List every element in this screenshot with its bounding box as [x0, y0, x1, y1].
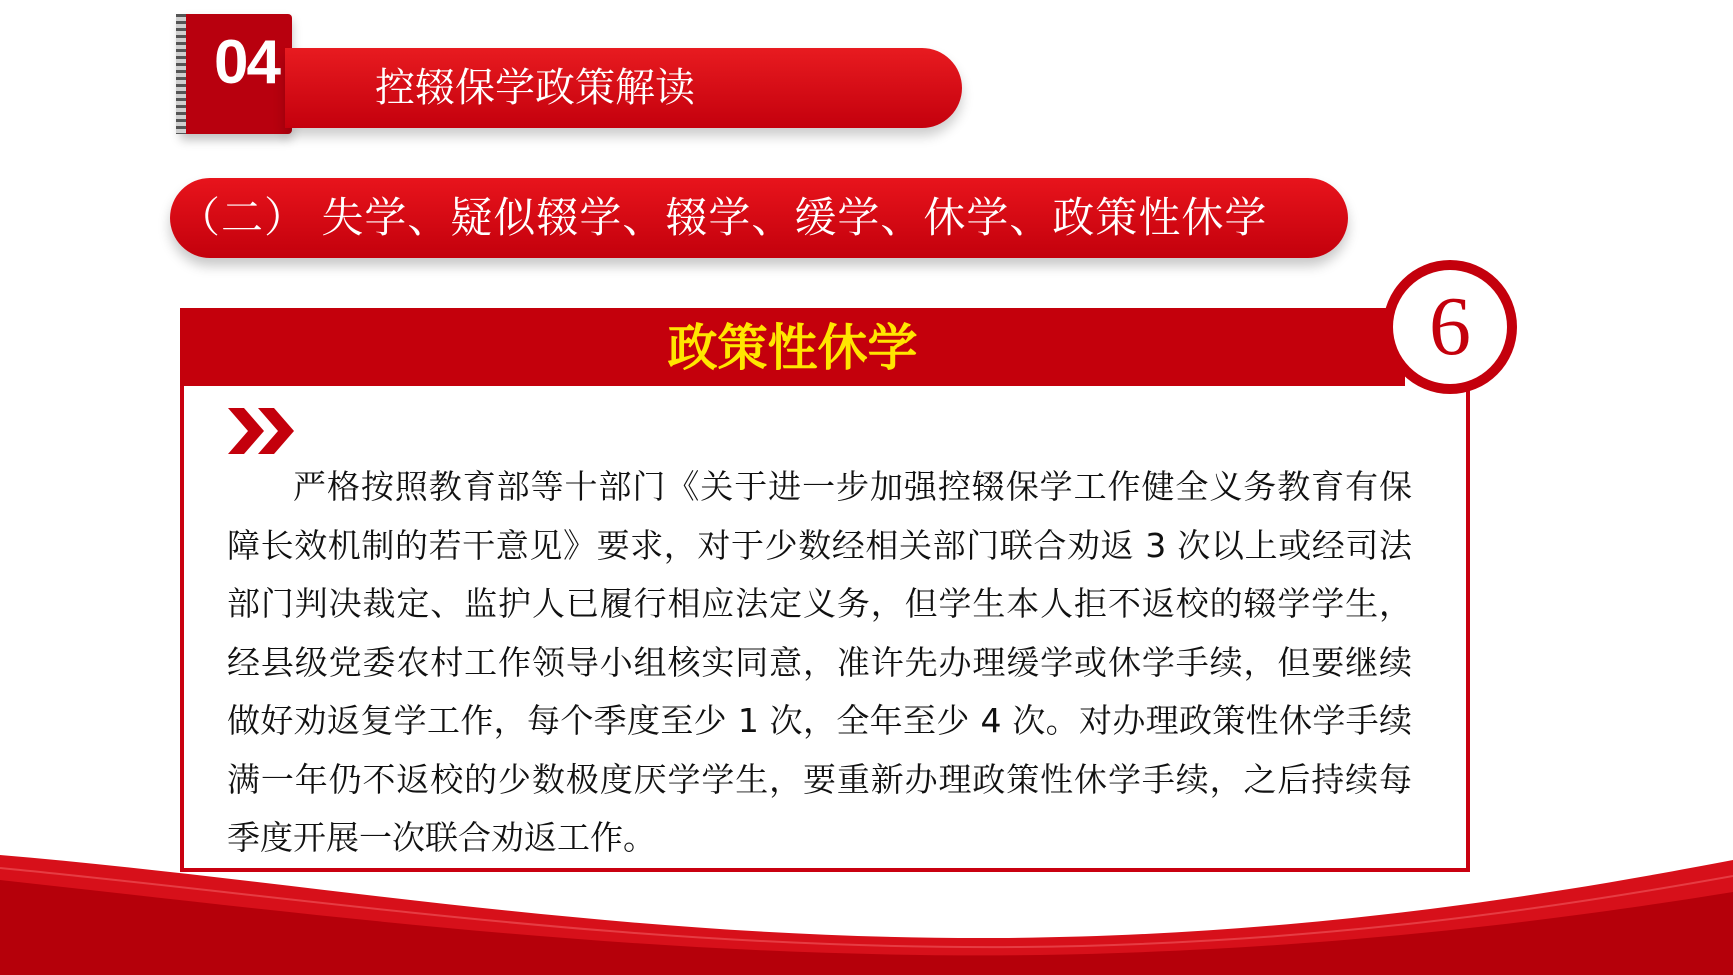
red-wave-decoration [0, 820, 1733, 975]
subtitle-bar [170, 178, 1348, 258]
card-body-text: 严格按照教育部等十部门《关于进一步加强控辍保学工作健全义务教育有保障长效机制的若干意见》要求，对于少数经相关部门联合劝返 3 次以上或经司法部门判决裁定、监护人已履行相应法定义务，但学生本人拒不返校的辍学学生，经县级党委农村工作领导小组核实同意，准许先办理缓学或休学手续，但要继续做好劝返复学工作，每个季度至少 1 次，全年至少 4 次。对办理政策性休学手续满一年仍不返校的少数极度厌学学生，要重新办理政策性休学手续，之后持续每季度开展一次联合劝返工作。 [227, 467, 1412, 857]
number-badge-inner [1393, 270, 1507, 384]
section-title-bar [285, 48, 962, 128]
number-badge [1383, 260, 1517, 394]
section-number-tab [180, 14, 292, 134]
badge-number: 6 [1429, 280, 1471, 373]
double-chevron-right-icon [228, 408, 296, 454]
card-header [180, 308, 1405, 386]
card-title: 政策性休学 [667, 319, 918, 377]
subtitle-text: （二） 失学、疑似辍学、辍学、缓学、休学、政策性休学 [178, 193, 1268, 242]
section-title: 控辍保学政策解读 [375, 65, 695, 111]
section-number: 04 [214, 28, 279, 97]
